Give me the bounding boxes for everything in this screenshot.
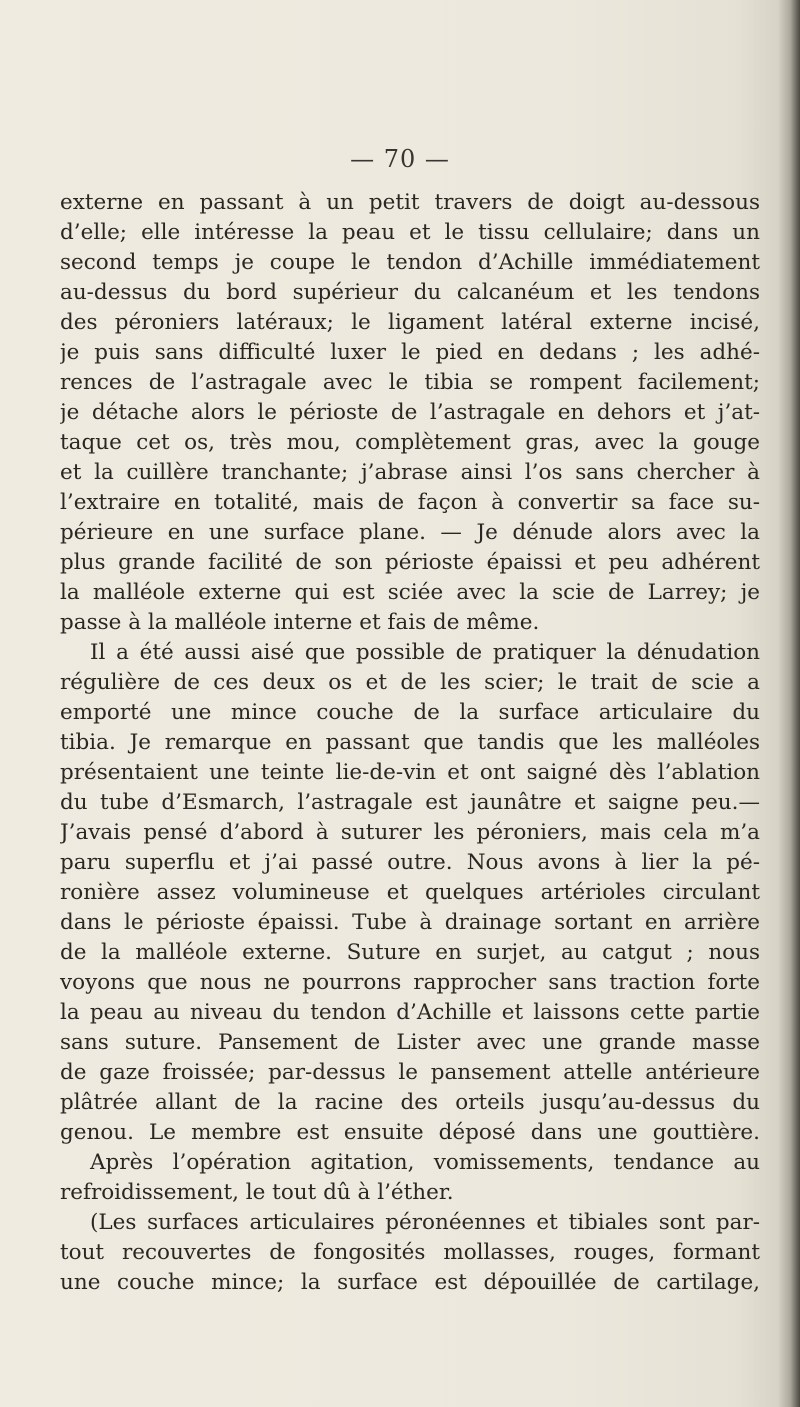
text-line: la malléole externe qui est sciée avec la scie de Larrey; je (60, 580, 760, 605)
text-line: de gaze froissée; par-dessus le pansement attelle antérieure (60, 1060, 760, 1085)
body-text (60, 188, 760, 1298)
text-line: second temps je coupe le tendon d’Achille immédiatement (60, 250, 760, 275)
text-line: emporté une mince couche de la surface articulaire du (60, 700, 760, 725)
text-line: régulière de ces deux os et de les scier; le trait de scie a (60, 670, 760, 695)
page-edge-shadow (778, 0, 800, 1407)
text-line: dans le périoste épaissi. Tube à drainage sortant en arrière (60, 910, 760, 935)
text-line: plus grande facilité de son périoste épaissi et peu adhérent (60, 550, 760, 575)
text-line: externe en passant à un petit travers de doigt au-dessous (60, 190, 760, 215)
text-line: tibia. Je remarque en passant que tandis que les malléoles (60, 730, 760, 755)
text-line: une couche mince; la surface est dépouillée de cartilage, (60, 1270, 760, 1295)
page-number: — 70 — (350, 145, 450, 173)
text-line: des péroniers latéraux; le ligament latéral externe incisé, (60, 310, 760, 335)
text-line: J’avais pensé d’abord à suturer les péroniers, mais cela m’a (60, 820, 760, 845)
text-line: du tube d’Esmarch, l’astragale est jaunâtre et saigne peu.— (60, 790, 760, 815)
text-line: tout recouvertes de fongosités mollasses, rouges, formant (60, 1240, 760, 1265)
text-line: taque cet os, très mou, complètement gras, avec la gouge (60, 430, 760, 455)
text-line: je puis sans difficulté luxer le pied en dedans ; les adhé- (60, 340, 760, 365)
text-line: voyons que nous ne pourrons rapprocher sans traction forte (60, 970, 760, 995)
text-line: l’extraire en totalité, mais de façon à convertir sa face su- (60, 490, 760, 515)
text-line: périeure en une surface plane. — Je dénude alors avec la (60, 520, 760, 545)
text-line: paru superflu et j’ai passé outre. Nous avons à lier la pé- (60, 850, 760, 875)
text-line: refroidissement, le tout dû à l’éther. (60, 1180, 454, 1205)
text-line: rences de l’astragale avec le tibia se rompent facilement; (60, 370, 760, 395)
text-line: genou. Le membre est ensuite déposé dans une gouttière. (60, 1120, 760, 1145)
text-line: au-dessus du bord supérieur du calcanéum et les tendons (60, 280, 760, 305)
text-line: de la malléole externe. Suture en surjet, au catgut ; nous (60, 940, 760, 965)
text-line: et la cuillère tranchante; j’abrase ainsi l’os sans chercher à (60, 460, 760, 485)
text-line: la peau au niveau du tendon d’Achille et laissons cette partie (60, 1000, 760, 1025)
text-line: présentaient une teinte lie-de-vin et ont saigné dès l’ablation (60, 760, 760, 785)
text-line: passe à la malléole interne et fais de même. (60, 610, 540, 635)
text-line: plâtrée allant de la racine des orteils jusqu’au-dessus du (60, 1090, 760, 1115)
text-line: d’elle; elle intéresse la peau et le tissu cellulaire; dans un (60, 220, 760, 245)
text-line: je détache alors le périoste de l’astragale en dehors et j’at- (60, 400, 760, 425)
text-line: (Les surfaces articulaires péronéennes et tibiales sont par- (90, 1210, 760, 1235)
text-line: Après l’opération agitation, vomissements, tendance au (90, 1150, 760, 1175)
text-line: sans suture. Pansement de Lister avec une grande masse (60, 1030, 760, 1055)
text-line: Il a été aussi aisé que possible de pratiquer la dénudation (90, 640, 760, 665)
text-line: ronière assez volumineuse et quelques artérioles circulant (60, 880, 760, 905)
